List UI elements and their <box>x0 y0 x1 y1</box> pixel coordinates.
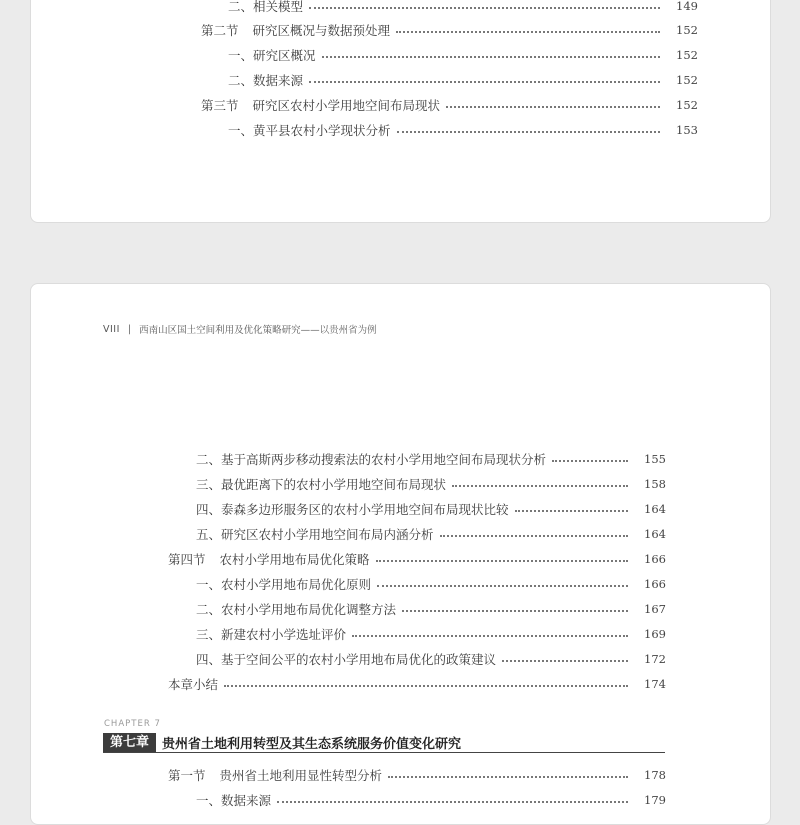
toc-leader-dots <box>452 485 628 487</box>
toc-entry-page: 172 <box>644 652 666 666</box>
toc-entry-label: 一、研究区概况 <box>228 48 316 63</box>
toc-section-number: 第四节 <box>168 552 206 567</box>
toc-entry-label: 三、新建农村小学选址评价 <box>196 627 347 642</box>
toc-section-number: 第二节 <box>201 23 239 38</box>
toc-entry-label: 研究区概况与数据预处理 <box>252 23 391 38</box>
toc-entry-page: 164 <box>644 502 666 516</box>
toc-leader-dots <box>402 610 628 612</box>
toc-entry-page: 179 <box>644 793 666 807</box>
toc-entry-page: 152 <box>676 98 698 112</box>
header-page-number: VIII <box>103 323 120 335</box>
toc-entry-page: 158 <box>644 477 666 491</box>
toc-leader-dots <box>309 81 660 83</box>
chapter-english-label: CHAPTER 7 <box>104 719 161 729</box>
toc-entry[interactable] <box>196 449 666 469</box>
toc-section-number: 第三节 <box>201 98 239 113</box>
toc-leader-dots <box>552 460 628 462</box>
toc-entry[interactable] <box>196 574 666 594</box>
toc-entry[interactable] <box>196 499 666 519</box>
toc-entry-label: 二、相关模型 <box>228 0 304 14</box>
toc-entry-label: 二、基于高斯两步移动搜索法的农村小学用地空间布局现状分析 <box>196 452 547 467</box>
toc-entry-page: 174 <box>644 677 666 691</box>
chapter-heading[interactable] <box>103 732 665 753</box>
toc-entry[interactable] <box>228 70 698 90</box>
toc-leader-dots <box>446 106 660 108</box>
toc-page-previous <box>30 0 771 223</box>
toc-entry-page: 169 <box>644 627 666 641</box>
toc-entry-label: 二、数据来源 <box>228 73 304 88</box>
toc-leader-dots <box>309 7 660 9</box>
toc-entry-page: 155 <box>644 452 666 466</box>
toc-entry-page: 152 <box>676 23 698 37</box>
toc-leader-dots <box>376 560 628 562</box>
toc-entry-page: 166 <box>644 552 666 566</box>
toc-entry-label: 本章小结 <box>168 677 219 692</box>
header-separator: | <box>127 323 132 335</box>
toc-entry-label: 研究区农村小学用地空间布局现状 <box>252 98 441 113</box>
toc-page-current <box>30 283 771 825</box>
header-book-title: 西南山区国土空间利用及优化策略研究 <box>139 325 301 336</box>
toc-entry-label: 五、研究区农村小学用地空间布局内涵分析 <box>196 527 434 542</box>
toc-entry-label: 一、数据来源 <box>196 793 272 808</box>
toc-entry-label: 四、基于空间公平的农村小学用地布局优化的政策建议 <box>196 652 497 667</box>
toc-entry-label: 三、最优距离下的农村小学用地空间布局现状 <box>196 477 447 492</box>
toc-leader-dots <box>322 56 660 58</box>
toc-entry-label: 一、黄平县农村小学现状分析 <box>228 123 391 138</box>
toc-entry-page: 164 <box>644 527 666 541</box>
toc-entry[interactable] <box>196 790 666 810</box>
toc-leader-dots <box>396 31 660 33</box>
chapter-title: 贵州省土地利用转型及其生态系统服务价值变化研究 <box>162 736 462 752</box>
toc-entry-label: 二、农村小学用地布局优化调整方法 <box>196 602 397 617</box>
header-book-subtitle: ——以贵州省为例 <box>300 325 377 336</box>
toc-entry-page: 167 <box>644 602 666 616</box>
toc-entry[interactable] <box>196 599 666 619</box>
running-header <box>103 322 377 336</box>
toc-entry-section[interactable] <box>201 20 698 40</box>
toc-leader-dots <box>352 635 628 637</box>
toc-entry-label: 四、泰森多边形服务区的农村小学用地空间布局现状比较 <box>196 502 509 517</box>
toc-entry-label: 贵州省土地利用显性转型分析 <box>219 768 383 783</box>
toc-leader-dots <box>502 660 628 662</box>
toc-entry[interactable] <box>196 474 666 494</box>
toc-leader-dots <box>224 685 628 687</box>
toc-leader-dots <box>388 776 628 778</box>
toc-entry[interactable] <box>196 624 666 644</box>
toc-leader-dots <box>515 510 628 512</box>
toc-entry[interactable] <box>196 649 666 669</box>
chapter-number-badge: 第七章 <box>103 733 156 752</box>
toc-entry-page: 153 <box>676 123 698 137</box>
toc-entry-label: 农村小学用地布局优化策略 <box>219 552 370 567</box>
toc-entry[interactable] <box>228 0 698 16</box>
toc-entry-section[interactable] <box>168 549 666 569</box>
toc-entry-page: 152 <box>676 48 698 62</box>
toc-entry-page: 152 <box>676 73 698 87</box>
toc-entry-page: 149 <box>676 0 698 13</box>
toc-entry-label: 一、农村小学用地布局优化原则 <box>196 577 372 592</box>
toc-entry[interactable] <box>228 120 698 140</box>
toc-entry[interactable] <box>228 45 698 65</box>
toc-leader-dots <box>377 585 628 587</box>
toc-entry-section[interactable] <box>168 765 666 785</box>
toc-section-number: 第一节 <box>168 768 206 783</box>
toc-entry-section[interactable] <box>201 95 698 115</box>
toc-leader-dots <box>440 535 628 537</box>
toc-leader-dots <box>397 131 660 133</box>
toc-leader-dots <box>277 801 628 803</box>
toc-entry-page: 166 <box>644 577 666 591</box>
toc-entry[interactable] <box>196 524 666 544</box>
toc-entry-page: 178 <box>644 768 666 782</box>
toc-entry-summary[interactable] <box>168 674 666 694</box>
